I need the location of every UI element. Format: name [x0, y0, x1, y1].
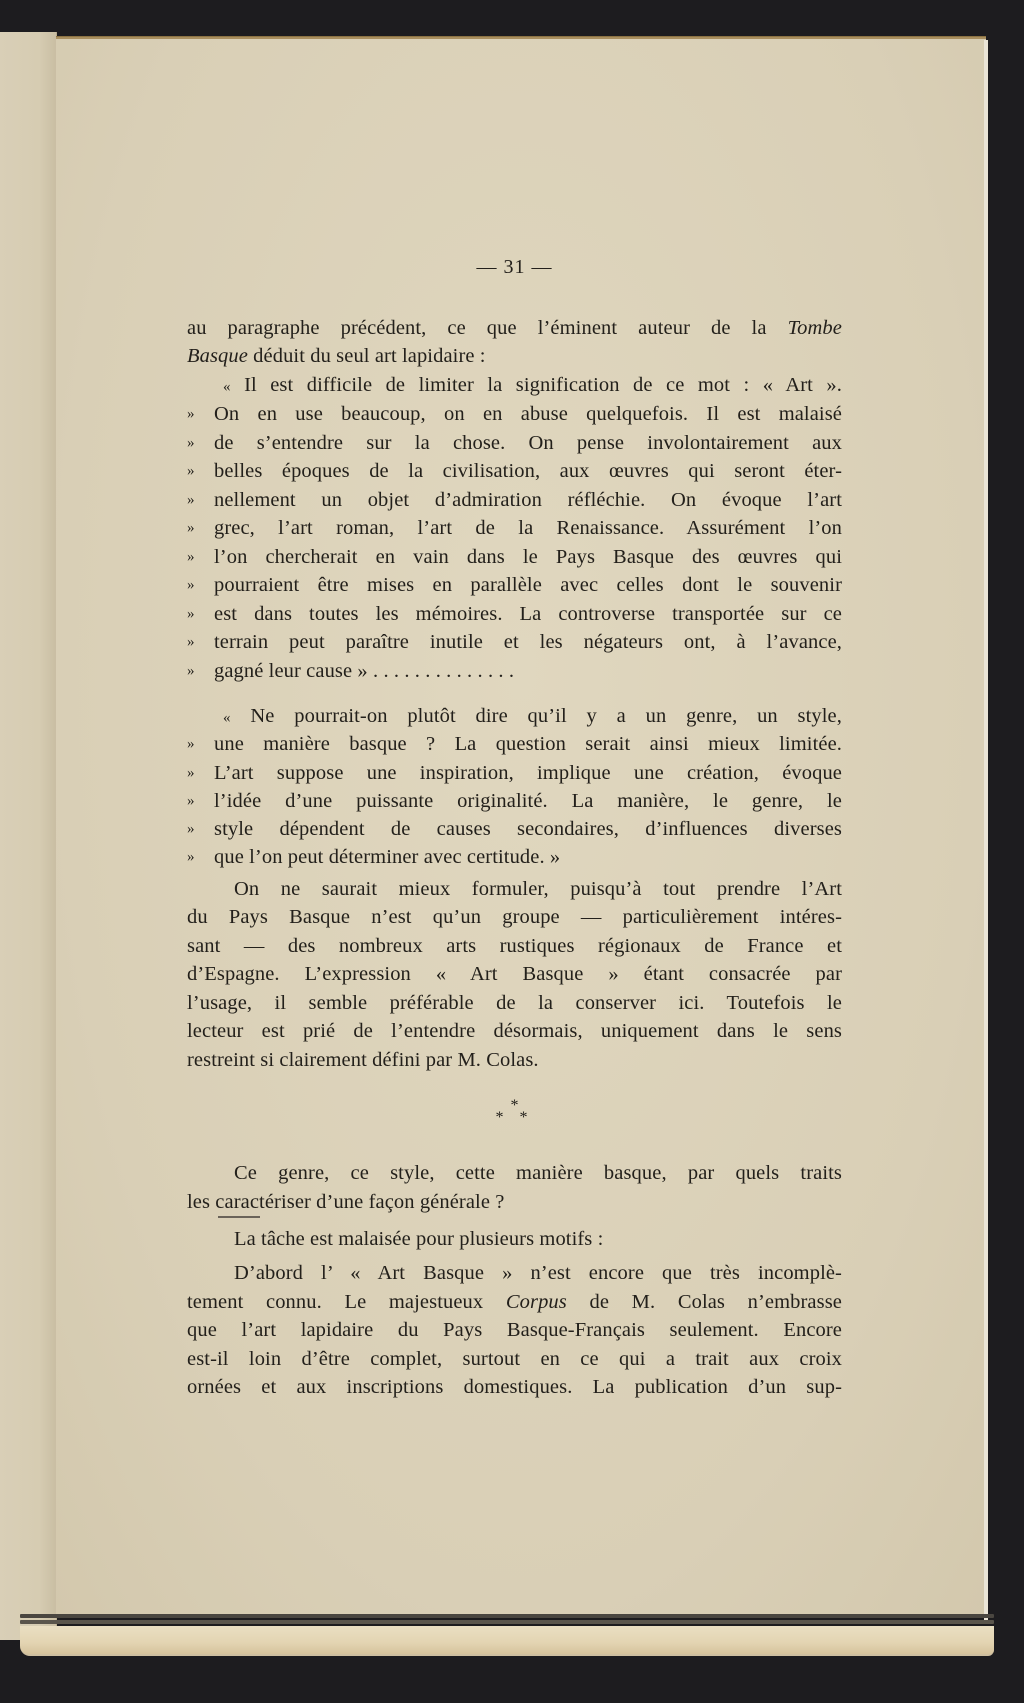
text-line	[187, 1288, 842, 1316]
asterism-top: *	[510, 1097, 519, 1114]
quote-line	[187, 815, 842, 843]
page-stack-bottom-edge	[0, 1612, 1004, 1662]
frayed-page-edges	[20, 1626, 994, 1656]
guillemet-marker: »	[187, 406, 195, 422]
text-line	[187, 1259, 842, 1287]
quote-line	[187, 371, 842, 399]
text-line: l’usage, il semble préférable de la conserver ici. Toutefois le	[187, 992, 842, 1014]
section-break-asterism	[187, 1097, 842, 1126]
facing-page-edge	[0, 32, 57, 1640]
text-span: D’abord l’ « Art Basque » n’est encore que très incomplè-	[234, 1262, 842, 1284]
guillemet-marker: »	[187, 821, 195, 837]
text-line: que l’art lapidaire du Pays Basque-Français seulement. Encore	[187, 1319, 842, 1341]
quote-line	[187, 514, 842, 542]
quote-line	[187, 429, 842, 457]
open-guillemet: «	[223, 379, 231, 395]
quote-line	[187, 486, 842, 514]
text-span: terrain peut paraître inutile et les négateurs ont, à l’avance,	[214, 631, 842, 653]
text-span: On ne saurait mieux formuler, puisqu’à tout prendre l’Art	[234, 878, 842, 900]
pencil-underline-mark	[218, 1216, 260, 1218]
quote-line	[187, 628, 842, 656]
guillemet-marker: »	[187, 520, 195, 536]
italic-title: Basque	[187, 345, 248, 367]
text-line: d’Espagne. L’expression « Art Basque » étant consacrée par	[187, 963, 842, 985]
open-guillemet: «	[223, 710, 231, 726]
guillemet-marker: »	[187, 634, 195, 650]
text-span: de M. Colas n’embrasse	[566, 1291, 842, 1313]
text-span: Ne pourrait-on plutôt dire qu’il y a un genre, un style,	[250, 705, 842, 727]
text-span: nellement un objet d’admiration réfléchie. On évoque l’art	[214, 489, 842, 511]
guillemet-marker: »	[187, 463, 195, 479]
text-line	[187, 875, 842, 903]
text-line: les caractériser d’une façon générale ?	[187, 1191, 505, 1213]
page-layer	[20, 1614, 994, 1618]
text-line: ornées et aux inscriptions domestiques. La publication d’un sup-	[187, 1376, 842, 1398]
text-span: tement connu. Le majestueux	[187, 1291, 506, 1313]
text-span: est dans toutes les mémoires. La controverse transportée sur ce	[214, 603, 842, 625]
quote-line	[187, 730, 842, 758]
quote-line	[187, 657, 842, 685]
quote-line	[187, 571, 842, 599]
text-span: au paragraphe précédent, ce que l’éminent auteur de la	[187, 317, 788, 339]
guillemet-marker: »	[187, 492, 195, 508]
quote-line	[187, 543, 842, 571]
text-span: l’idée d’une puissante originalité. La manière, le genre, le	[214, 790, 842, 812]
italic-title: Corpus	[505, 1291, 567, 1313]
quote-line	[187, 702, 842, 730]
quote-line	[187, 400, 842, 428]
text-line	[187, 314, 842, 342]
guillemet-marker: »	[187, 736, 195, 752]
text-line: restreint si clairement défini par M. Colas.	[187, 1049, 539, 1071]
asterism-bottom: * *	[495, 1109, 534, 1126]
guillemet-marker: »	[187, 549, 195, 565]
text-line	[187, 342, 842, 370]
text-span: On en use beaucoup, on en abuse quelquefois. Il est malaisé	[214, 403, 842, 425]
quote-line	[187, 787, 842, 815]
guillemet-marker: »	[187, 849, 195, 865]
text-span: une manière basque ? La question serait ainsi mieux limitée.	[214, 733, 842, 755]
text-span: Il est difficile de limiter la signification de ce mot : « Art ».	[244, 374, 842, 396]
text-span: l’on chercherait en vain dans le Pays Basque des œuvres qui	[214, 546, 842, 568]
text-line: est-il loin d’être complet, surtout en ce qui a trait aux croix	[187, 1348, 842, 1370]
text-span: style dépendent de causes secondaires, d’influences diverses	[214, 818, 842, 840]
text-span: Ce genre, ce style, cette manière basque, par quels traits	[234, 1162, 842, 1184]
text-span: que l’on peut déterminer avec certitude. »	[214, 846, 561, 868]
text-span: La tâche est malaisée pour plusieurs motifs :	[234, 1228, 604, 1250]
guillemet-marker: »	[187, 435, 195, 451]
text-span: gagné leur cause » . . . . . . . . . . . . . .	[214, 660, 515, 682]
guillemet-marker: »	[187, 606, 195, 622]
text-line: lecteur est prié de l’entendre désormais, uniquement dans le sens	[187, 1020, 842, 1042]
guillemet-marker: »	[187, 577, 195, 593]
text-span: grec, l’art roman, l’art de la Renaissance. Assurément l’on	[214, 517, 842, 539]
text-line	[187, 1159, 842, 1187]
text-span: de s’entendre sur la chose. On pense involontairement aux	[214, 432, 842, 454]
text-span: L’art suppose une inspiration, implique une création, évoque	[214, 762, 842, 784]
page-number: — 31 —	[476, 256, 553, 278]
quote-line	[187, 843, 842, 871]
quote-line	[187, 600, 842, 628]
page-layer	[20, 1620, 994, 1624]
text-line	[187, 1225, 842, 1253]
italic-title: Tombe	[787, 317, 842, 339]
text-line: du Pays Basque n’est qu’un groupe — particulièrement intéres-	[187, 906, 842, 928]
guillemet-marker: »	[187, 663, 195, 679]
text-span: belles époques de la civilisation, aux œuvres qui seront éter-	[214, 460, 842, 482]
text-span: pourraient être mises en parallèle avec celles dont le souvenir	[214, 574, 842, 596]
quote-line	[187, 457, 842, 485]
text-span: déduit du seul art lapidaire :	[247, 345, 486, 367]
page-fore-edge	[984, 40, 988, 1620]
guillemet-marker: »	[187, 793, 195, 809]
guillemet-marker: »	[187, 765, 195, 781]
text-line: sant — des nombreux arts rustiques régionaux de France et	[187, 935, 842, 957]
quote-line	[187, 759, 842, 787]
